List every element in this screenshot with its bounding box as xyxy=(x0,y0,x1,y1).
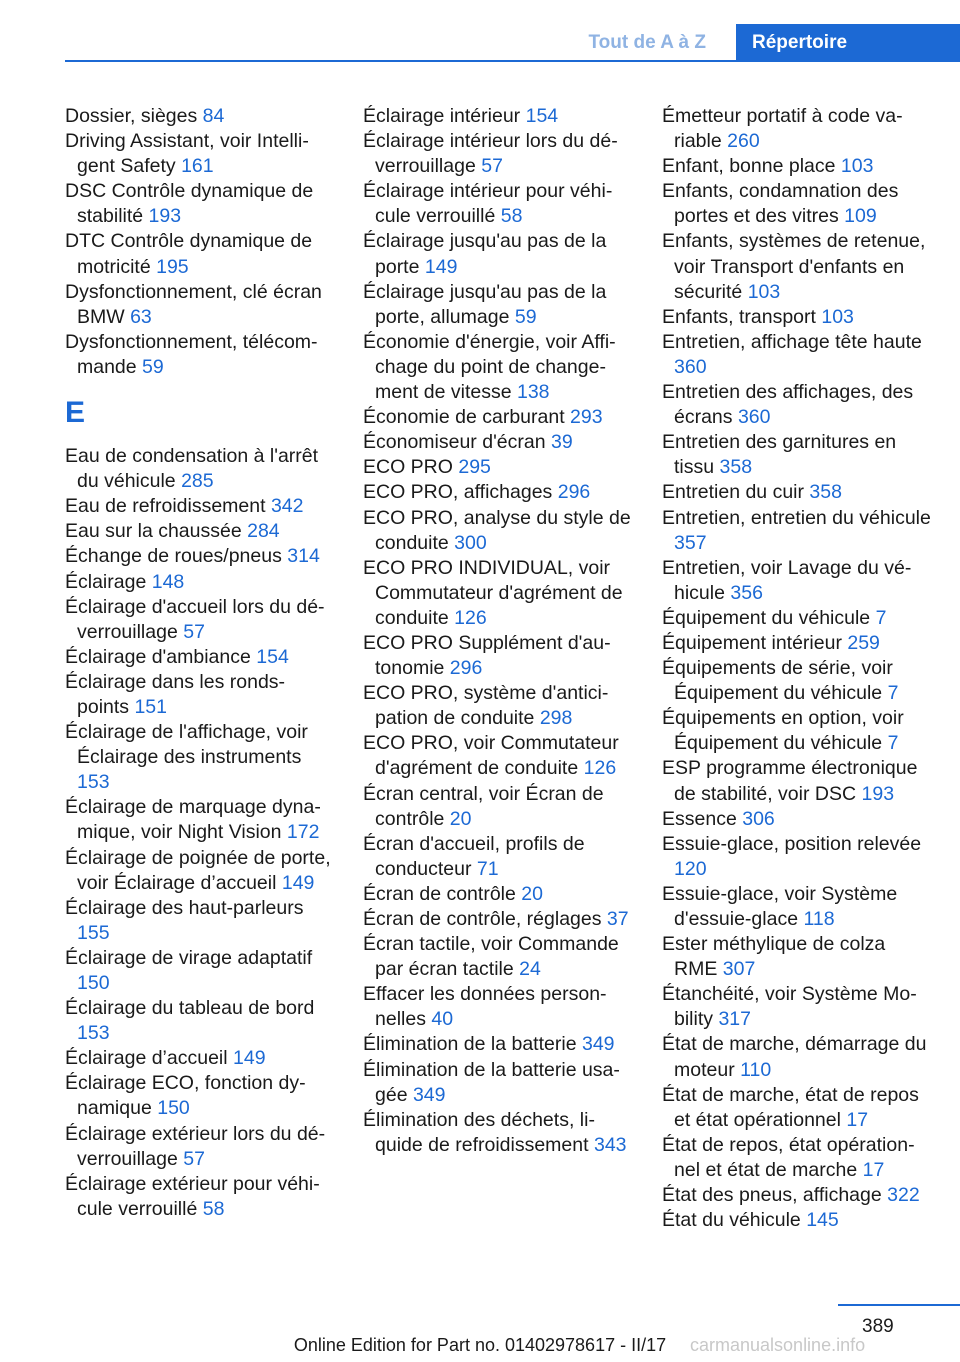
index-entry xyxy=(65,896,335,946)
page-link[interactable]: 39 xyxy=(550,431,573,454)
page-link[interactable]: 259 xyxy=(847,631,880,654)
entry-text: Ester méthylique de colza RME xyxy=(662,933,886,981)
page-link[interactable]: 317 xyxy=(718,1008,751,1031)
index-entry xyxy=(363,1032,633,1057)
index-entry xyxy=(65,570,335,595)
page-link[interactable]: 296 xyxy=(449,657,483,680)
index-entry xyxy=(65,330,335,380)
entry-text: Écran d'accueil, profils de conducteur xyxy=(363,832,585,880)
page-link[interactable]: 57 xyxy=(183,620,205,643)
index-entry xyxy=(363,430,633,455)
index-entry xyxy=(65,946,335,996)
entry-text: ECO PRO, affichages xyxy=(363,481,558,504)
index-entry xyxy=(65,1046,335,1071)
page-link[interactable]: 126 xyxy=(454,606,487,629)
page-link[interactable]: 360 xyxy=(674,355,707,378)
index-entry xyxy=(662,832,932,882)
entry-text: Effacer les données personnelles xyxy=(363,983,607,1031)
index-entry xyxy=(662,932,932,982)
entry-text: Éclairage intérieur pour véhicule verrouillé xyxy=(363,180,613,228)
entry-text: Économie de carburant xyxy=(363,406,571,429)
page-link[interactable]: 17 xyxy=(846,1108,869,1131)
page-link[interactable]: 118 xyxy=(803,908,835,930)
index-entry xyxy=(662,154,932,179)
page-link[interactable]: 109 xyxy=(844,205,877,228)
entry-text: Entretien, entretien du véhicule xyxy=(662,506,931,529)
entry-text: État du véhicule xyxy=(662,1209,807,1232)
page-link[interactable]: 149 xyxy=(233,1047,266,1070)
page-link[interactable]: 356 xyxy=(730,581,763,604)
index-entry xyxy=(65,519,335,544)
page-link[interactable]: 59 xyxy=(514,305,537,328)
page-link[interactable]: 7 xyxy=(887,732,899,755)
page-link[interactable]: 17 xyxy=(862,1158,885,1181)
header-bar xyxy=(0,0,960,62)
entry-text: État des pneus, affichage xyxy=(662,1184,888,1207)
index-entry xyxy=(662,706,932,756)
index-entry xyxy=(65,104,335,129)
header-rule xyxy=(65,60,960,62)
entry-text: ECO PRO, système d'anticipation de conduite xyxy=(363,682,609,730)
page-link[interactable]: 153 xyxy=(77,1022,110,1045)
index-entry xyxy=(662,556,932,606)
index-entry xyxy=(662,229,932,304)
entry-text: Entretien du cuir xyxy=(662,481,810,504)
index-entry xyxy=(662,606,932,631)
page-link[interactable]: 40 xyxy=(431,1008,454,1031)
entry-text: Éclairage extérieur pour véhicule verrouillé xyxy=(65,1172,320,1220)
index-entry xyxy=(363,229,633,279)
entry-text: ECO PRO xyxy=(363,456,459,479)
index-entry xyxy=(363,506,633,556)
page-link[interactable]: 154 xyxy=(256,645,289,668)
index-entry xyxy=(662,982,932,1032)
entry-text: Driving Assistant, voir Intelligent Safety xyxy=(65,130,309,178)
index-entry xyxy=(662,882,932,932)
entry-text: Écran de contrôle, réglages xyxy=(363,908,607,930)
entry-text: Éclairage jusqu'au pas de la porte xyxy=(363,230,607,278)
index-entry xyxy=(662,179,932,229)
entry-text: Écran tactile, voir Commande par écran tactile xyxy=(363,933,619,981)
index-entry xyxy=(363,556,633,631)
page-link[interactable]: 71 xyxy=(476,857,499,880)
index-entry xyxy=(363,129,633,179)
page-link[interactable]: 7 xyxy=(875,606,887,629)
page-link[interactable]: 103 xyxy=(747,280,781,303)
entry-text: ESP programme électronique de stabilité, voir DSC xyxy=(662,757,918,805)
index-entry xyxy=(363,104,633,129)
page-link[interactable]: 300 xyxy=(454,531,487,554)
index-entry xyxy=(662,756,932,806)
index-entry xyxy=(662,631,932,656)
page-link[interactable]: 193 xyxy=(148,205,182,228)
index-entry xyxy=(662,480,932,505)
entry-text: Éclairage d'accueil lors du déverrouillage xyxy=(65,595,325,643)
entry-text: Entretien, voir Lavage du véhicule xyxy=(662,556,912,604)
page-link[interactable]: 296 xyxy=(557,481,591,504)
page-link[interactable]: 360 xyxy=(737,406,771,429)
index-entry xyxy=(363,1058,633,1108)
index-entry xyxy=(363,782,633,832)
index-column-2 xyxy=(363,104,633,1158)
entry-text: Dysfonctionnement, télécommande xyxy=(65,330,318,378)
edition-footer: Online Edition for Part no. 01402978617 - II/17 xyxy=(293,1335,667,1355)
entry-text: ECO PRO, voir Commutateur d'agrément de conduite xyxy=(363,732,619,780)
index-entry xyxy=(65,1071,335,1121)
index-entry xyxy=(363,731,633,781)
index-entry xyxy=(65,229,335,279)
page-link[interactable]: 342 xyxy=(270,495,304,518)
page-link[interactable]: 126 xyxy=(583,757,617,780)
page-link[interactable]: 293 xyxy=(570,406,603,429)
entry-text: ECO PRO, analyse du style de conduite xyxy=(363,506,631,554)
index-entry xyxy=(65,996,335,1046)
page-link[interactable]: 349 xyxy=(581,1033,615,1056)
page-link[interactable]: 155 xyxy=(77,921,110,944)
page-link[interactable]: 358 xyxy=(809,481,842,504)
index-column-3 xyxy=(662,104,932,1233)
index-entry xyxy=(363,480,633,505)
index-entry xyxy=(363,631,633,681)
index-entry xyxy=(662,807,932,832)
entry-text: Eau de refroidissement xyxy=(65,495,271,518)
index-entry xyxy=(662,506,932,556)
index-entry xyxy=(662,1083,932,1133)
index-column-1 xyxy=(65,104,335,1222)
page-link[interactable]: 358 xyxy=(719,456,753,479)
index-entry xyxy=(65,720,335,795)
entry-text: Éclairage intérieur lors du déverrouillage xyxy=(363,130,618,178)
page-link[interactable]: 284 xyxy=(247,520,280,543)
tab-a-to-z[interactable]: Tout de A à Z xyxy=(588,32,706,53)
page-link[interactable]: 7 xyxy=(887,682,899,705)
page-link[interactable]: 103 xyxy=(840,155,874,178)
index-entry xyxy=(65,129,335,179)
entry-text: Éclairage du tableau de bord xyxy=(65,997,315,1020)
entry-text: Éclairage d’accueil xyxy=(65,1047,234,1070)
index-entry xyxy=(363,280,633,330)
entry-text: Échange de roues/pneus xyxy=(65,545,288,568)
entry-text: Éclairage de poignée de porte, voir Éclairage d’accueil xyxy=(65,846,331,894)
entry-text: Entretien des garnitures en tissu xyxy=(662,431,897,479)
page-link[interactable]: 343 xyxy=(593,1133,627,1156)
page-link[interactable]: 84 xyxy=(202,105,225,127)
entry-text: DSC Contrôle dynamique de stabilité xyxy=(65,180,314,228)
page-link[interactable]: 63 xyxy=(130,305,152,328)
watermark: carmanualsonline.info xyxy=(690,1335,866,1355)
page-number: 389 xyxy=(862,1316,894,1337)
page-link[interactable]: 20 xyxy=(521,882,543,905)
index-entry xyxy=(65,444,335,494)
entry-text: Dossier, sièges xyxy=(65,105,203,127)
page-link[interactable]: 24 xyxy=(519,958,541,981)
entry-text: Éclairage des haut-parleurs xyxy=(65,896,304,919)
index-entry xyxy=(662,104,932,154)
entry-text: Écran central, voir Écran de contrôle xyxy=(363,782,604,830)
index-entry xyxy=(363,882,633,907)
page-number-rule xyxy=(838,1304,960,1306)
page-link[interactable]: 322 xyxy=(887,1184,920,1207)
page-link[interactable]: 357 xyxy=(674,531,707,554)
entry-text: Émetteur portatif à code variable xyxy=(662,105,903,153)
entry-text: État de marche, démarrage du moteur xyxy=(662,1033,927,1081)
page-link[interactable]: 298 xyxy=(539,707,573,730)
entry-text: Éclairage xyxy=(65,570,152,593)
page-link[interactable]: 149 xyxy=(281,871,315,894)
index-entry xyxy=(662,1133,932,1183)
index-entry xyxy=(65,645,335,670)
entry-text: Éclairage ECO, fonction dynamique xyxy=(65,1072,306,1120)
index-entry xyxy=(65,494,335,519)
tab-repertoire[interactable]: Répertoire xyxy=(736,24,960,62)
page-link[interactable]: 193 xyxy=(861,782,895,805)
index-entry xyxy=(65,595,335,645)
page-link[interactable]: 150 xyxy=(157,1097,190,1120)
page-link[interactable]: 195 xyxy=(156,255,189,278)
page-link[interactable]: 103 xyxy=(821,305,854,328)
entry-text: ECO PRO Supplément d'autonomie xyxy=(363,631,611,680)
entry-text: Dysfonctionnement, clé écran BMW xyxy=(65,280,322,328)
entry-text: Éclairage intérieur xyxy=(363,105,526,127)
page-link[interactable]: 150 xyxy=(77,972,110,994)
entry-text: Économiseur d'écran xyxy=(363,431,551,454)
section-letter: E xyxy=(65,396,86,430)
entry-text: Enfants, systèmes de retenue, voir Transport d'enfants en sécurité xyxy=(662,230,926,303)
page-link[interactable]: 58 xyxy=(202,1197,225,1220)
page-link[interactable]: 59 xyxy=(142,355,164,378)
entry-text: Éclairage extérieur lors du déverrouillage xyxy=(65,1122,326,1170)
index-entry xyxy=(363,1108,633,1158)
entry-text: Essuie-glace, voir Système d'essuie-glace xyxy=(662,882,898,930)
index-entry xyxy=(363,932,633,982)
entry-text: État de repos, état opérationnel et état de marche xyxy=(662,1133,915,1181)
page-link[interactable]: 149 xyxy=(424,255,458,278)
page-link[interactable]: 295 xyxy=(458,456,491,479)
page-link[interactable]: 161 xyxy=(181,155,214,178)
index-entry xyxy=(662,330,932,380)
entry-text: Eau sur la chaussée xyxy=(65,520,248,543)
page-link[interactable]: 58 xyxy=(500,205,523,228)
index-entry xyxy=(662,430,932,480)
page-link[interactable]: 349 xyxy=(412,1083,446,1106)
index-entry xyxy=(363,681,633,731)
entry-text: Enfants, transport xyxy=(662,305,822,328)
entry-text: Éclairage d'ambiance xyxy=(65,645,257,668)
index-entry xyxy=(65,1172,335,1222)
entry-text: Éclairage de virage adaptatif xyxy=(65,946,313,969)
index-entry xyxy=(65,280,335,330)
page-link[interactable]: 260 xyxy=(727,130,760,153)
index-entry xyxy=(363,907,633,932)
page-link[interactable]: 314 xyxy=(287,545,320,568)
page-link[interactable]: 138 xyxy=(516,381,550,404)
entry-text: Écran de contrôle xyxy=(363,882,522,905)
page-link[interactable]: 20 xyxy=(449,807,472,830)
page-link[interactable]: 57 xyxy=(183,1147,205,1170)
entry-text: Enfant, bonne place xyxy=(662,155,841,178)
entry-text: Eau de condensation à l'arrêt du véhicule xyxy=(65,445,319,493)
index-entry xyxy=(662,1032,932,1082)
index-entry xyxy=(662,656,932,706)
entry-text: Élimination de la batterie xyxy=(363,1033,582,1056)
entry-text: Entretien, affichage tête haute xyxy=(662,330,922,353)
index-entry xyxy=(662,380,932,430)
entry-text: Équipement intérieur xyxy=(662,631,848,654)
page-link[interactable]: 151 xyxy=(134,695,167,718)
entry-text: Équipements de série, voir Équipement du véhicule xyxy=(662,657,893,705)
entry-text: État de marche, état de repos et état opérationnel xyxy=(662,1083,919,1131)
index-entry xyxy=(363,832,633,882)
entry-text: Essuie-glace, position relevée xyxy=(662,832,922,855)
index-entry xyxy=(662,305,932,330)
index-entry xyxy=(65,795,335,845)
entry-text: Essence xyxy=(662,807,743,830)
index-entry xyxy=(65,670,335,720)
entry-text: Étanchéité, voir Système Mobility xyxy=(662,983,917,1031)
entry-text: Élimination des déchets, liquide de refroidissement xyxy=(363,1108,595,1156)
entry-text: Entretien des affichages, des écrans xyxy=(662,381,914,429)
index-entry xyxy=(363,982,633,1032)
page-link[interactable]: 37 xyxy=(606,908,629,930)
page-link[interactable]: 154 xyxy=(525,105,559,127)
index-entry xyxy=(363,330,633,405)
page-link[interactable]: 145 xyxy=(806,1209,839,1232)
index-entry xyxy=(65,846,335,896)
page-link[interactable]: 285 xyxy=(181,470,214,493)
entry-text: Éclairage dans les ronds-points xyxy=(65,670,286,718)
page-link[interactable]: 153 xyxy=(77,771,110,794)
index-entry xyxy=(65,1122,335,1172)
index-entry xyxy=(363,405,633,430)
index-entry xyxy=(65,179,335,229)
entry-text: Éclairage de marquage dynamique, voir Night Vision xyxy=(65,796,321,844)
page-link[interactable]: 148 xyxy=(151,570,185,593)
entry-text: Enfants, condamnation des portes et des vitres xyxy=(662,180,899,228)
entry-text: Élimination de la batterie usagée xyxy=(363,1058,620,1106)
entry-text: Éclairage de l'affichage, voir Éclairage des instruments xyxy=(65,721,308,769)
page-link[interactable]: 307 xyxy=(722,958,756,981)
index-entry xyxy=(363,455,633,480)
index-entry xyxy=(662,1208,932,1233)
entry-text: ECO PRO INDIVIDUAL, voir Commutateur d'agrément de conduite xyxy=(363,556,623,629)
index-entry xyxy=(662,1183,932,1208)
page-link[interactable]: 57 xyxy=(481,155,503,178)
page-link[interactable]: 120 xyxy=(674,857,707,880)
entry-text: Équipements en option, voir Équipement du véhicule xyxy=(662,707,904,755)
page-link[interactable]: 110 xyxy=(740,1058,772,1081)
entry-text: DTC Contrôle dynamique de motricité xyxy=(65,230,313,278)
index-entry xyxy=(363,179,633,229)
index-entry xyxy=(65,544,335,569)
page-link[interactable]: 306 xyxy=(742,807,775,830)
page-link[interactable]: 172 xyxy=(286,821,320,844)
entry-text: Économie d'énergie, voir Affichage du point de changement de vitesse xyxy=(363,330,616,404)
entry-text: Équipement du véhicule xyxy=(662,606,876,629)
entry-text: Éclairage jusqu'au pas de la porte, allumage xyxy=(363,280,607,328)
